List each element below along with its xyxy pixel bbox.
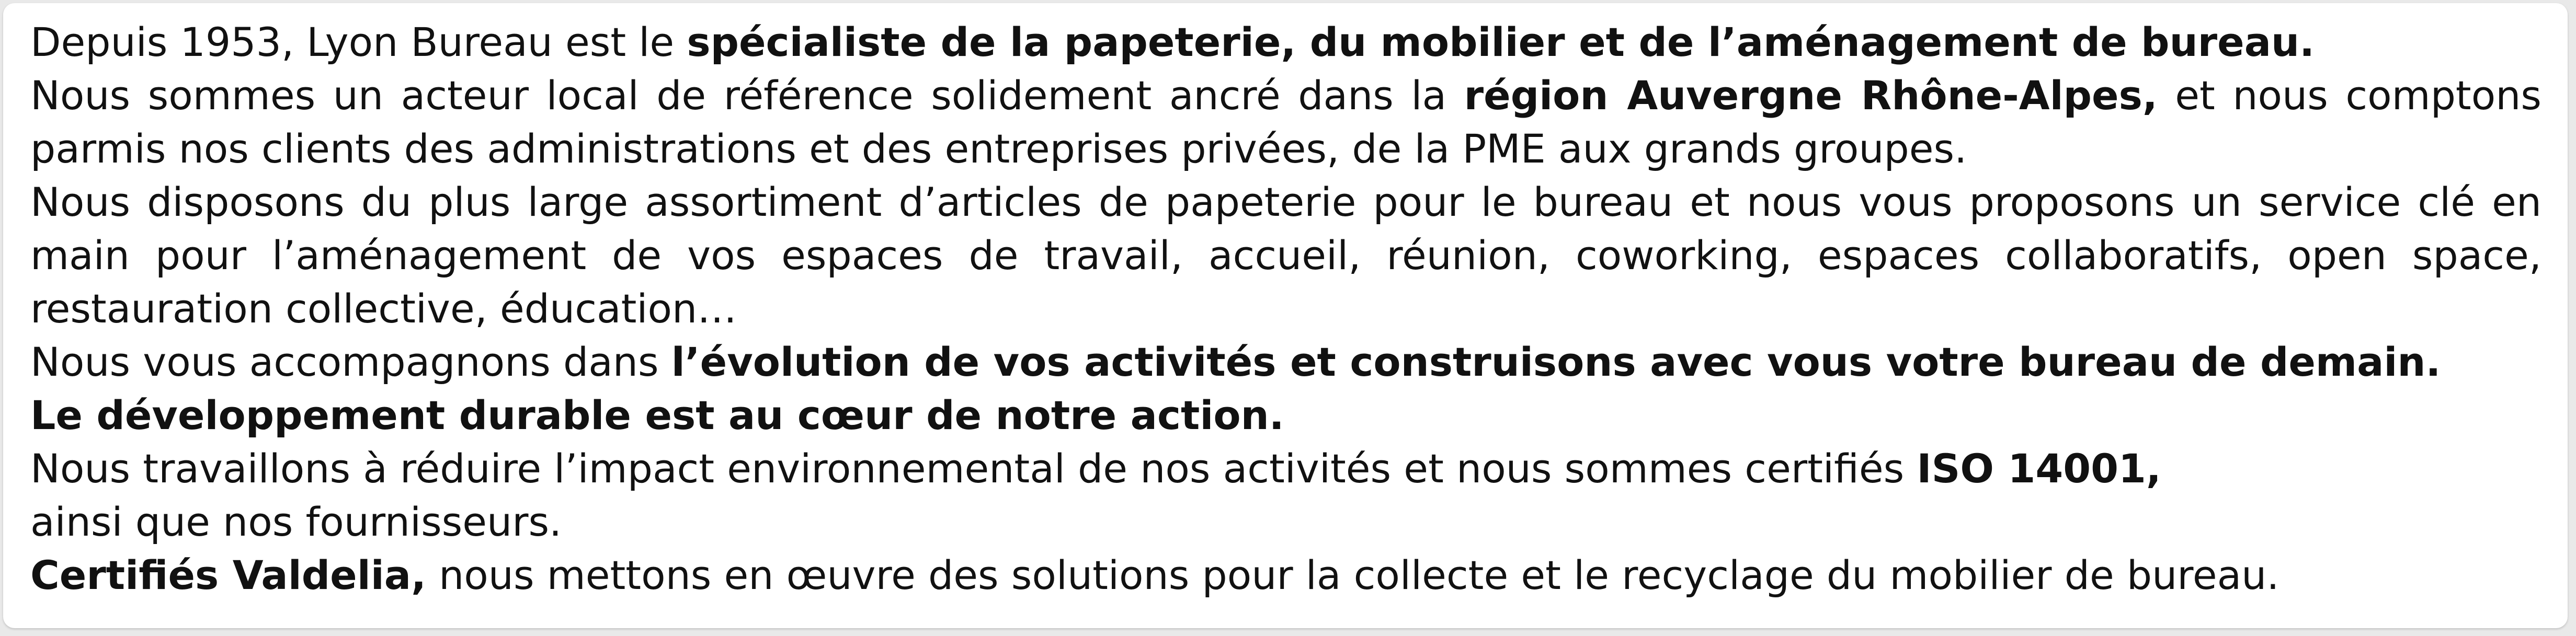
suppliers-text: ainsi que nos fournisseurs. [30, 499, 562, 545]
paragraph-intro [30, 16, 2541, 69]
paragraph-support [30, 336, 2541, 389]
support-text: Nous vous accompagnons dans [30, 339, 671, 385]
paragraph-iso [30, 442, 2541, 495]
about-text-card [3, 3, 2568, 628]
valdelia-highlight: Certifiés Valdelia, [30, 552, 426, 598]
intro-text: Depuis 1953, Lyon Bureau est le [30, 19, 687, 65]
support-highlight: l’évolution de vos activités et construisons avec vous votre bureau de demain. [671, 339, 2441, 385]
region-text-end: et nous comptons parmis nos clients des administrations et des entreprises privées, de la PME aux grands groupes. [30, 72, 2541, 172]
intro-highlight: spécialiste de la papeterie, du mobilier et de l’aménagement de bureau. [687, 19, 2315, 65]
paragraph-region [30, 69, 2541, 176]
paragraph-suppliers [30, 495, 2541, 549]
paragraph-sustainability-heading [30, 389, 2541, 442]
region-highlight: région Auvergne Rhône-Alpes, [1464, 72, 2158, 119]
sustainability-heading: Le développement durable est au cœur de notre action. [30, 392, 1284, 438]
paragraph-valdelia [30, 549, 2541, 602]
paragraph-assortment [30, 176, 2541, 336]
assortment-text: Nous disposons du plus large assortiment d’articles de papeterie pour le bureau et nous vous proposons un service clé en main pour l’aménagement de vos espaces de travail, accueil, réunion, coworking, espaces collaboratifs, open space, restauration collective, éducation… [30, 179, 2541, 332]
iso-text: Nous travaillons à réduire l’impact environnemental de nos activités et nous sommes certifiés [30, 445, 1917, 492]
iso-highlight: ISO 14001, [1917, 445, 2161, 492]
valdelia-text: nous mettons en œuvre des solutions pour la collecte et le recyclage du mobilier de bureau. [426, 552, 2279, 598]
region-text-start: Nous sommes un acteur local de référence solidement ancré dans la [30, 72, 1464, 119]
